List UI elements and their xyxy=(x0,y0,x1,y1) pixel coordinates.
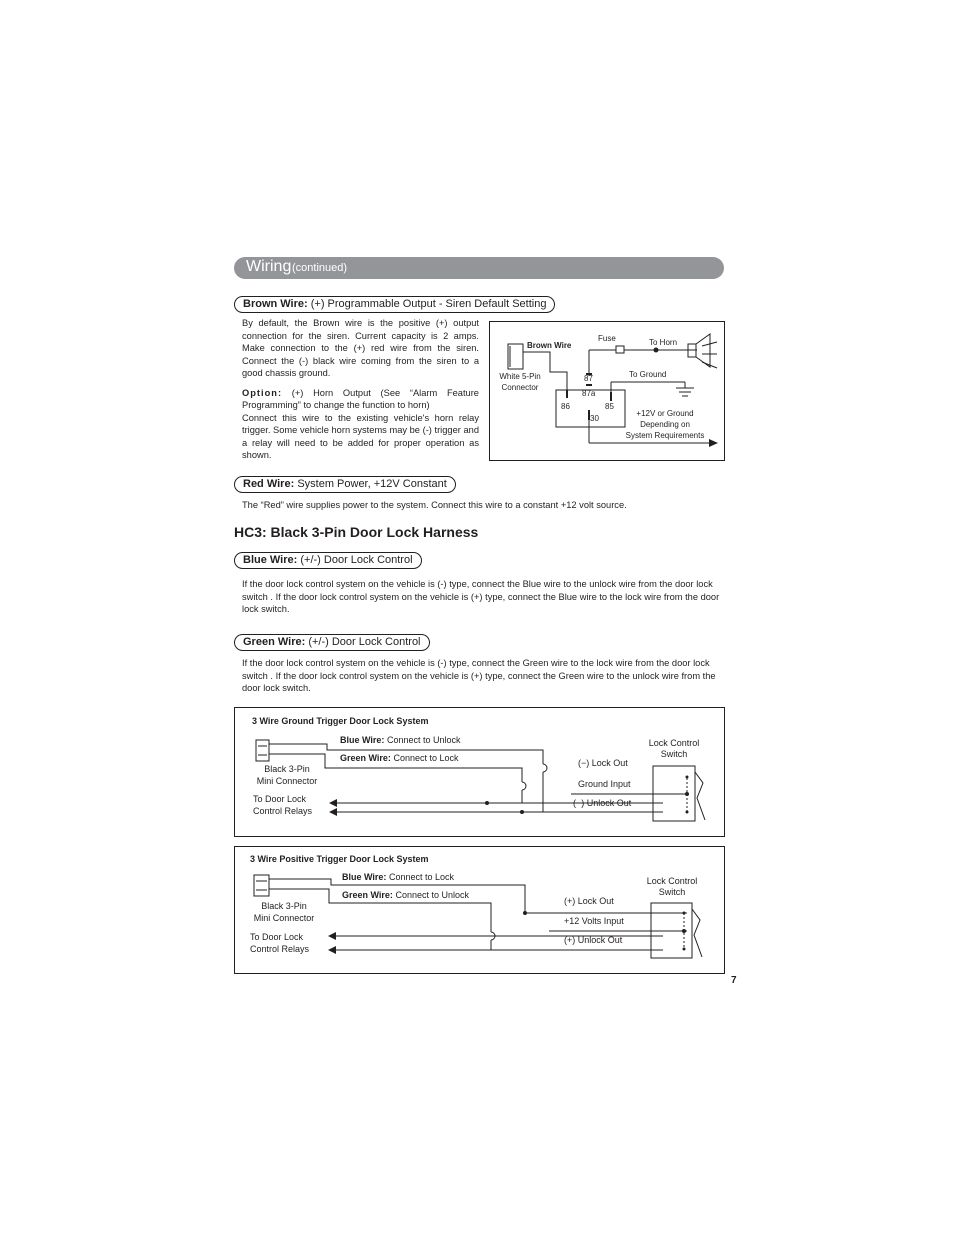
gt-green-label-name: Green Wire: xyxy=(340,753,391,763)
pt-relays-line-2: Control Relays xyxy=(250,944,310,954)
brown-wire-tag: Brown Wire xyxy=(527,341,572,350)
blue-wire-desc: (+/-) Door Lock Control xyxy=(300,554,413,566)
gt-ground-input-label: Ground Input xyxy=(578,779,631,789)
to-horn-label: To Horn xyxy=(649,338,678,347)
gt-connector-line-1: Black 3-Pin xyxy=(264,764,310,774)
pt-switch-label xyxy=(636,876,708,898)
gt-unlock-out-label: (−) Unlock Out xyxy=(573,798,632,808)
pt-lock-out-label: (+) Lock Out xyxy=(564,896,614,906)
supply-label xyxy=(618,408,712,441)
gt-blue-label-text: Connect to Unlock xyxy=(386,735,461,745)
blue-wire-text: If the door lock control system on the vehicle is (-) type, connect the Blue wire to the unlock wire from the door lock switch . If the door lock control system on the vehicle is (+) type, connect the Blue wire to the lock wire from the door lock switch. xyxy=(242,579,720,614)
section-title: Wiring xyxy=(246,258,292,275)
gt-connector-line-2: Mini Connector xyxy=(256,776,318,786)
blue-wire-label: Blue Wire: xyxy=(243,554,298,566)
white-connector-label: White 5-Pin Connector xyxy=(499,372,541,392)
pt-blue-label-text: Connect to Lock xyxy=(388,872,454,882)
fuse-label: Fuse xyxy=(598,334,616,343)
brown-wire-paragraph-1: By default, the Brown wire is the positive (+) output connection for the siren. Current capacity is 2 amps. Make connection to the (+) red wire from the siren. Connect the (-) black wire coming from the siren to a good chassis ground. xyxy=(242,318,479,378)
green-wire-heading xyxy=(234,634,430,651)
gt-green-label xyxy=(340,753,459,763)
pt-green-label xyxy=(342,890,469,900)
blue-wire-heading xyxy=(234,552,422,569)
section-subtitle: (continued) xyxy=(292,262,348,274)
pin-85-label: 85 xyxy=(605,402,614,411)
gt-relays-line-2: Control Relays xyxy=(253,806,313,816)
pt-unlock-out-label: (+) Unlock Out xyxy=(564,935,623,945)
green-wire-text: If the door lock control system on the vehicle is (-) type, connect the Green wire to the lock wire from the door lock switch . If the door lock control system on the vehicle is (+) type, connect the Green wire to the unlock wire from the door lock switch. xyxy=(242,658,716,693)
supply-line-2: Depending on xyxy=(640,420,690,429)
red-wire-label: Red Wire: xyxy=(243,478,295,490)
gt-switch-line-2: Switch xyxy=(660,749,688,759)
gt-arrow-lock xyxy=(329,799,337,807)
gt-switch-line-1: Lock Control xyxy=(648,738,700,748)
option-text: (+) Horn Output (See “Alarm Feature Programming” to change the function to horn) xyxy=(242,387,479,410)
pin-87a-label: 87a xyxy=(582,389,596,398)
pt-switch-line-1: Lock Control xyxy=(646,876,698,886)
red-wire-text: The “Red” wire supplies power to the system. Connect this wire to a constant +12 volt source. xyxy=(242,500,627,510)
pt-title: 3 Wire Positive Trigger Door Lock System xyxy=(250,854,429,864)
pt-connector-line-2: Mini Connector xyxy=(253,913,315,923)
pt-blue-label xyxy=(342,872,454,882)
brown-wire-text xyxy=(242,317,479,462)
to-ground-label: To Ground xyxy=(629,370,667,379)
pin-87-label: 87 xyxy=(584,374,593,383)
green-wire-desc: (+/-) Door Lock Control xyxy=(308,636,421,648)
supply-line-1: +12V or Ground xyxy=(636,409,694,418)
gt-blue-label xyxy=(340,735,461,745)
red-wire-desc: System Power, +12V Constant xyxy=(297,478,447,490)
pt-connector-label xyxy=(250,900,318,924)
gt-relays-label xyxy=(253,793,312,817)
brown-wire-label: Brown Wire: xyxy=(243,298,308,310)
page-number: 7 xyxy=(731,975,737,986)
pt-blue-label-name: Blue Wire: xyxy=(342,872,387,882)
pt-connector-line-1: Black 3-Pin xyxy=(261,901,307,911)
brown-wire-desc: (+) Programmable Output - Siren Default Setting xyxy=(310,298,547,310)
pt-connector-shape xyxy=(254,875,269,896)
gt-title: 3 Wire Ground Trigger Door Lock System xyxy=(252,716,429,726)
brown-wire-option xyxy=(242,387,479,412)
green-wire-label: Green Wire: xyxy=(243,636,306,648)
positive-trigger-diagram xyxy=(234,846,725,974)
pt-relays-line-1: To Door Lock xyxy=(250,932,304,942)
gt-connector-shape xyxy=(256,740,269,761)
gt-lock-out-label: (−) Lock Out xyxy=(578,758,628,768)
gt-relays-line-1: To Door Lock xyxy=(253,794,307,804)
section-header xyxy=(234,257,724,279)
gt-arrow-unlock xyxy=(329,808,337,816)
pt-arrow-unlock xyxy=(328,946,336,954)
pin-86-label: 86 xyxy=(561,402,570,411)
gt-switch-label xyxy=(639,738,709,760)
hc3-heading: HC3: Black 3-Pin Door Lock Harness xyxy=(234,524,479,540)
fuse-shape xyxy=(616,346,624,353)
gt-blue-label-name: Blue Wire: xyxy=(340,735,385,745)
option-label: Option: xyxy=(242,387,283,398)
brown-wire-paragraph-2: Connect this wire to the existing vehicle's horn relay trigger. Some vehicle horn systems may be (-) trigger and a relay will need to be added for proper operation as shown. xyxy=(242,412,479,460)
pt-green-label-text: Connect to Unlock xyxy=(395,890,469,900)
supply-line-3: System Requirements xyxy=(625,431,705,440)
pt-switch-line-2: Switch xyxy=(658,887,686,897)
pt-relays-label xyxy=(250,931,309,955)
pt-volts-input-label: +12 Volts Input xyxy=(564,916,624,926)
horn-relay-diagram xyxy=(489,321,725,461)
ground-trigger-diagram xyxy=(234,707,725,837)
pt-green-label-name: Green Wire: xyxy=(342,890,393,900)
pin-30-label: 30 xyxy=(590,414,599,423)
pt-arrow-lock xyxy=(328,932,336,940)
red-wire-heading xyxy=(234,476,456,493)
brown-wire-heading xyxy=(234,296,555,313)
gt-green-label-text: Connect to Lock xyxy=(393,753,459,763)
gt-connector-label xyxy=(253,763,321,787)
